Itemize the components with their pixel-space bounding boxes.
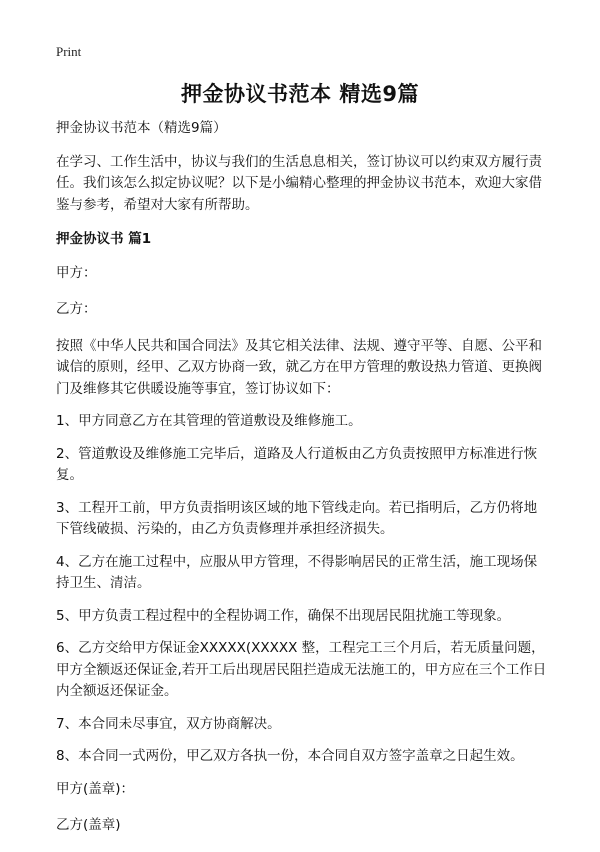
clause-4: 4、乙方在施工过程中，应服从甲方管理，不得影响居民的正常生活，施工现场保持卫生、清洁。: [56, 553, 538, 591]
clause-7: 7、本合同未尽事宜，双方协商解决。: [56, 715, 281, 732]
page-title: 押金协议书范本 精选9篇: [181, 82, 419, 106]
clause-3: 3、工程开工前，甲方负责指明该区域的地下管线走向。若已指明后，乙方仍将地下管线破损、污染的，由乙方负责修理并承担经济损失。: [56, 499, 538, 537]
clause-6: 6、乙方交给甲方保证金XXXXX(XXXXX 整，工程完工三个月后，若无质量问题，甲方全额返还保证金,若开工后出现居民阻拦造成无法施工的，甲方应在三个工作日内全额返还保证金。: [56, 640, 547, 699]
clause-2: 2、管道敷设及维修施工完毕后，道路及人行道板由乙方负责按照甲方标准进行恢复。: [56, 445, 538, 483]
print-link[interactable]: Print: [56, 44, 82, 59]
section-heading: 押金协议书 篇1: [56, 231, 152, 247]
party-b-line: 乙方：: [56, 301, 97, 317]
document-body: [56, 118, 548, 852]
party-a-line: 甲方：: [56, 264, 97, 281]
clause-1: 1、甲方同意乙方在其管理的管道敷设及维修施工。: [56, 413, 362, 429]
clause-5: 5、甲方负责工程过程中的全程协调工作，确保不出现居民阻扰施工等现象。: [56, 607, 511, 624]
document-subtitle: 押金协议书范本（精选9篇）: [56, 120, 227, 136]
signature-party-a: 甲方(盖章)：: [56, 780, 135, 797]
preamble-paragraph: 按照《中华人民共和国合同法》及其它相关法律、法规、遵守平等、自愿、公平和诚信的原则，经甲、乙双方协商一致，就乙方在甲方管理的敷设热力管道、更换阀门及维修其它供暖设施等事宜，签订协议如下：: [56, 337, 542, 397]
clause-8: 8、本合同一式两份，甲乙双方各执一份，本合同自双方签字盖章之日起生效。: [56, 748, 524, 764]
intro-paragraph: 在学习、工作生活中，协议与我们的生活息息相关，签订协议可以约束双方履行责任。我们该怎么拟定协议呢？以下是小编精心整理的押金协议书范本，欢迎大家借鉴与参考，希望对大家有所帮助。: [56, 153, 542, 213]
signature-party-b: 乙方(盖章): [56, 817, 121, 833]
